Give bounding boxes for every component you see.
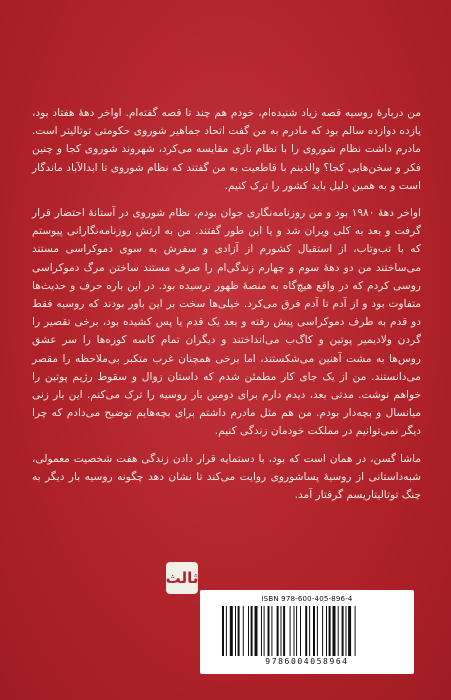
barcode-box [200,590,414,674]
publisher-logo [166,562,198,594]
blurb-paragraph-2: اواخر دههٔ ۱۹۸۰ بود و من روزنامه‌نگاری جوان بودم، نظام شوروی در آستانهٔ احتضار قرار گرفت و بعد به کلی ویران شد و یا این طور گفتند. من به ارتش روزنامه‌نگارانی پیوستم که با تب‌وتاب، از استقبال کشورم از آزادی و سفرش به سوی دموکراسی مستند می‌ساختند من دو دههٔ سوم و چهارم زندگی‌ام را صرف مستند ساختن مرگ دموکراسی روسی کردم که در واقع هیچ‌گاه به منصهٔ ظهور نرسیده بود. در این باره حرف و حدیث‌ها متفاوت بود و از آدم تا آدم فرق می‌کرد. خیلی‌ها سخت بر این باور بودند که روسیه فقط دو قدم به طرف دموکراسی پیش رفته و بعد یک قدم یا پس کشیده بود، برخی تقصیر را گردن ولادیمیر پوتین و کاگ‌ب می‌انداختند و دیگران تمام کاسه کوزه‌ها را سر عشق روس‌ها به مشت آهنین می‌شکستند، اما برخی همچنان غرب متکبر بی‌ملاحظه را مقصر می‌دانستند. من از یک جای کار مطمئن شدم که داستان زوال و سقوط رژیم پوتین را خواهم نوشت. مدتی بعد، دیدم دارم برای دومین بار روسیه را ترک می‌کنم. این بار زنی میانسال و بچه‌دار بودم. من هم مثل مادرم داشتم برای بچه‌هایم توضیح می‌دادم که چرا دیگر نمی‌توانیم در مملکت خودمان زندگی کنیم. [32,207,421,438]
barcode-number: 9786004058964 [265,657,349,666]
blurb-text [32,104,421,504]
blurb-paragraph-1: من دربارهٔ روسیه قصه زیاد شنیده‌ام، خودم هم چند تا قصه گفته‌ام. اواخر دههٔ هفتاد بود، یازده دوازده سالم بود که مادرم به من گفت اتحاد جماهیر شوروی حکومتی توتالیتر است. مادرم داشت نظام شوروی را با نظام نازی مقایسه می‌کرد، شهروند شوروی کجا و چنین فکر و سخن‌هایی کجا؟ والدینم با قاطعیت به من گفتند که نظام شوروی تا ابدالآباد ماندگار است و به همین دلیل باید کشور را ترک کنیم. [32,107,421,192]
isbn-label: ISBN 978-600-405-896-4 [261,595,353,603]
blurb-paragraph-3: ماشا گسن، در همان است که بود، با دستمایه قرار دادن زندگی هفت شخصیت معمولی، شبه‌داستانی از روسیهٔ پساشوروی روایت می‌کند تا نشان دهد چگونه روسیه بار دیگر به چنگ توتالیتاریسم گرفتار آمد. [32,452,421,502]
barcode-bars [220,606,396,656]
publisher-logo-text: ثالث [165,568,199,587]
